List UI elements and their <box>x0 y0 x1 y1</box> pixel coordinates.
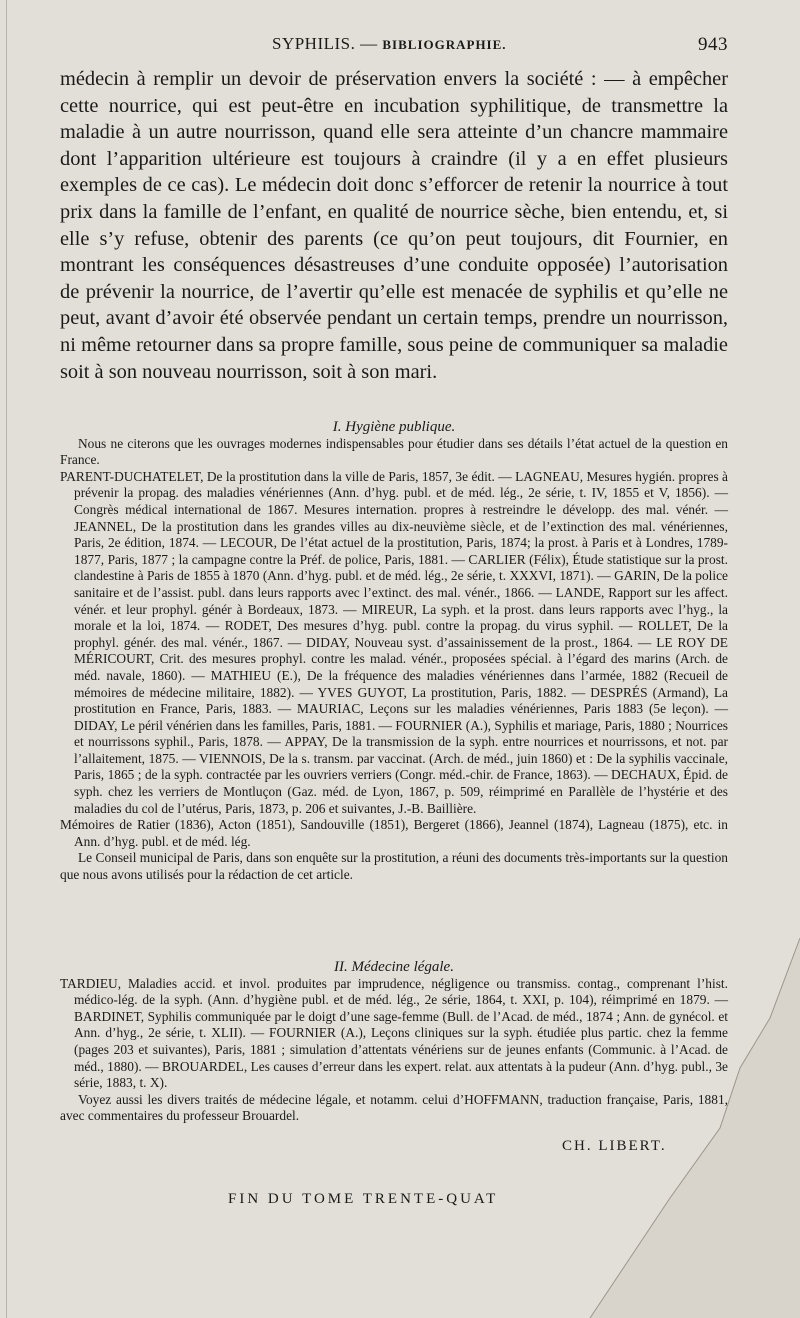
end-of-volume-note: FIN DU TOME TRENTE-QUAT <box>228 1191 499 1207</box>
section-hygiene-publique <box>60 419 728 884</box>
intro-paragraph: médecin à remplir un devoir de préservation envers la société : — à empêcher cette nourrice, qui est peut-être en incubation syphilitique, de transmettre la maladie à un autre nourrisson, quand elle sera atteinte d’un chancre mammaire dont l’apparition ultérieure est toujours à craindre (il y a en effet plusieurs exemples de ce cas). Le médecin doit donc s’efforcer de retenir la nourrice à tout prix dans la famille de l’enfant, en qualité de nourrice sèche, bien entendu, et, si elle s’y refuse, obtenir des parents (ce qu’on peut toujours, dit Fournier, en montrant les conséquences désastreuses d’une conduite opposée) l’autorisation de prévenir la nourrice, de l’avertir qu’elle est menacée de syphilis et qu’elle ne peut, avant d’avoir été observée pendant un certain temps, prendre un nourrisson, ni même retourner dans sa propre famille, sous peine de communiquer sa maladie soit à son nouveau nourrisson, soit à son mari. <box>60 68 728 383</box>
running-header <box>60 34 728 58</box>
running-subtitle: BIBLIOGRAPHIE. <box>382 37 507 52</box>
section2-voyez: Voyez aussi les divers traités de médecine légale, et notamm. celui d’HOFFMANN, traduction française, Paris, 1881, avec commentaires du professeur Brouardel. <box>60 1091 728 1124</box>
intro-paragraph-block <box>60 66 728 385</box>
running-title-group <box>272 34 507 54</box>
running-title: SYPHILIS. <box>272 34 356 53</box>
header-dash: — <box>355 34 383 53</box>
torn-corner-shadow <box>470 898 800 1318</box>
page-number: 943 <box>698 34 728 55</box>
section2-bibliography: TARDIEU, Maladies accid. et invol. produites par imprudence, négligence ou transmiss. contag., comprenant l’hist. médico-lég. de la syph. (Ann. d’hygiène publ. et de méd. lég., 2e série, 1864, t. XXI, p. 104), réimprimé en 1879. — BARDINET, Syphilis communiquée par le doigt d’une sage-femme (Bull. de l’Acad. de méd., 1874 ; Ann. de gynécol. et Ann. d’hyg., 2e série, t. XLII). — FOURNIER (A.), Leçons cliniques sur la syph. étudiée plus partic. chez la femme (pages 203 et suivantes), Paris, 1881 ; simulation d’attentats vénériens sur de jeunes enfants (Communic. à l’Acad. de méd., 1880). — BROUARDEL, Les causes d’erreur dans les expert. relat. aux attentats à la pudeur (Ann. d’hyg. publ., 3e série, 1883, t. X). <box>60 975 728 1091</box>
section1-memoires: Mémoires de Ratier (1836), Acton (1851), Sandouville (1851), Bergeret (1866), Jeannel (1874), Lagneau (1875), etc. in Ann. d’hyg. publ. et de méd. lég. <box>60 817 728 849</box>
section1-conseil: Le Conseil municipal de Paris, dans son enquête sur la prostitution, a réuni des documents très-importants sur la question que nous avons utilisés pour la rédaction de cet article. <box>60 850 728 883</box>
section2-title: II. Médecine légale. <box>334 959 454 975</box>
author-signature: CH. LIBERT. <box>562 1138 667 1154</box>
page-edge-line <box>6 0 7 1318</box>
section1-intro: Nous ne citerons que les ouvrages modernes indispensables pour étudier dans ses détails l’état actuel de la question en France. <box>60 435 728 468</box>
section1-title: I. Hygiène publique. <box>332 419 456 435</box>
section1-bibliography: PARENT-DUCHATELET, De la prostitution dans la ville de Paris, 1857, 3e édit. — LAGNEAU, Mesures hygién. propres à prévenir la propag. des maladies vénériennes (Ann. d’hyg. publ. et de méd. lég., 2e série, t. IV, 1855 et V, 1856). — Congrès médical international de 1867. Mesures internation. propres à restreindre le développ. des mal. vénér. — JEANNEL, De la prostitution dans les grandes villes au dix-neuvième siècle, et de l’extinction des mal. vénériennes, Paris, 2e édition, 1874. — LECOUR, De l’état actuel de la prostitution, Paris, 1874; la prost. à Paris et à Londres, 1789-1877, Paris, 1877 ; la campagne contre la Préf. de police, Paris, 1881. — CARLIER (Félix), Étude statistique sur la prost. clandestine à Paris de 1855 à 1870 (Ann. d’hyg. publ. et de méd. lég., 2e série, t. XXXVI, 1871). — GARIN, De la police sanitaire et de l’assist. publ. dans leurs rapports avec l’extinct. des mal. vénér., 1866. — LANDE, Rapport sur les affect. vénér. et leur prophyl. génér à Bordeaux, 1873. — MIREUR, La syph. et la prost. dans leurs rapports avec l’hyg., la morale et la loi, 1874. — RODET, Des mesures d’hyg. publ. contre la propag. du virus syphil. — ROLLET, De la prophyl. génér. des mal. vénér., 1867. — DIDAY, Nouveau syst. d’assainissement de la prost., 1864. — LE ROY DE MÉRICOURT, Crit. des mesures prophyl. contre les malad. vénér., proposées spécial. à l’égard des marins (Arch. de méd. navale, 1860). — MATHIEU (E.), De la fréquence des maladies vénériennes dans l’armée, 1882 (Recueil de mémoires de médecine militaire, 1882). — YVES GUYOT, La prostitution, Paris, 1882. — DESPRÉS (Armand), La prostitution en France, Paris, 1883. — MAURIAC, Leçons sur les maladies vénériennes, Paris 1883 (5e leçon). — DIDAY, Le péril vénérien dans les familles, Paris, 1881. — FOURNIER (A.), Syphilis et mariage, Paris, 1880 ; Nourrices et nourrissons syphil., Paris, 1878. — APPAY, De la transmission de la syph. entre nourrices et nourrissons, et not. par l’allaitement, 1875. — VIENNOIS, De la s. transm. par vaccinat. (Arch. de méd., juin 1860) et : De la syphilis vaccinale, Paris, 1865 ; de la syph. contractée par les ouvriers verriers (Congr. méd.-chir. de France, 1863). — DECHAUX, Épid. de syph. chez les verriers de Montluçon (Gaz. méd. de Lyon, 1867, p. 509, réimprimé en Parallèle de l’hystérie et des maladies du col de l’utérus, Paris, 1873, p. 206 et suivantes, J.-B. Baillière. <box>60 468 728 816</box>
